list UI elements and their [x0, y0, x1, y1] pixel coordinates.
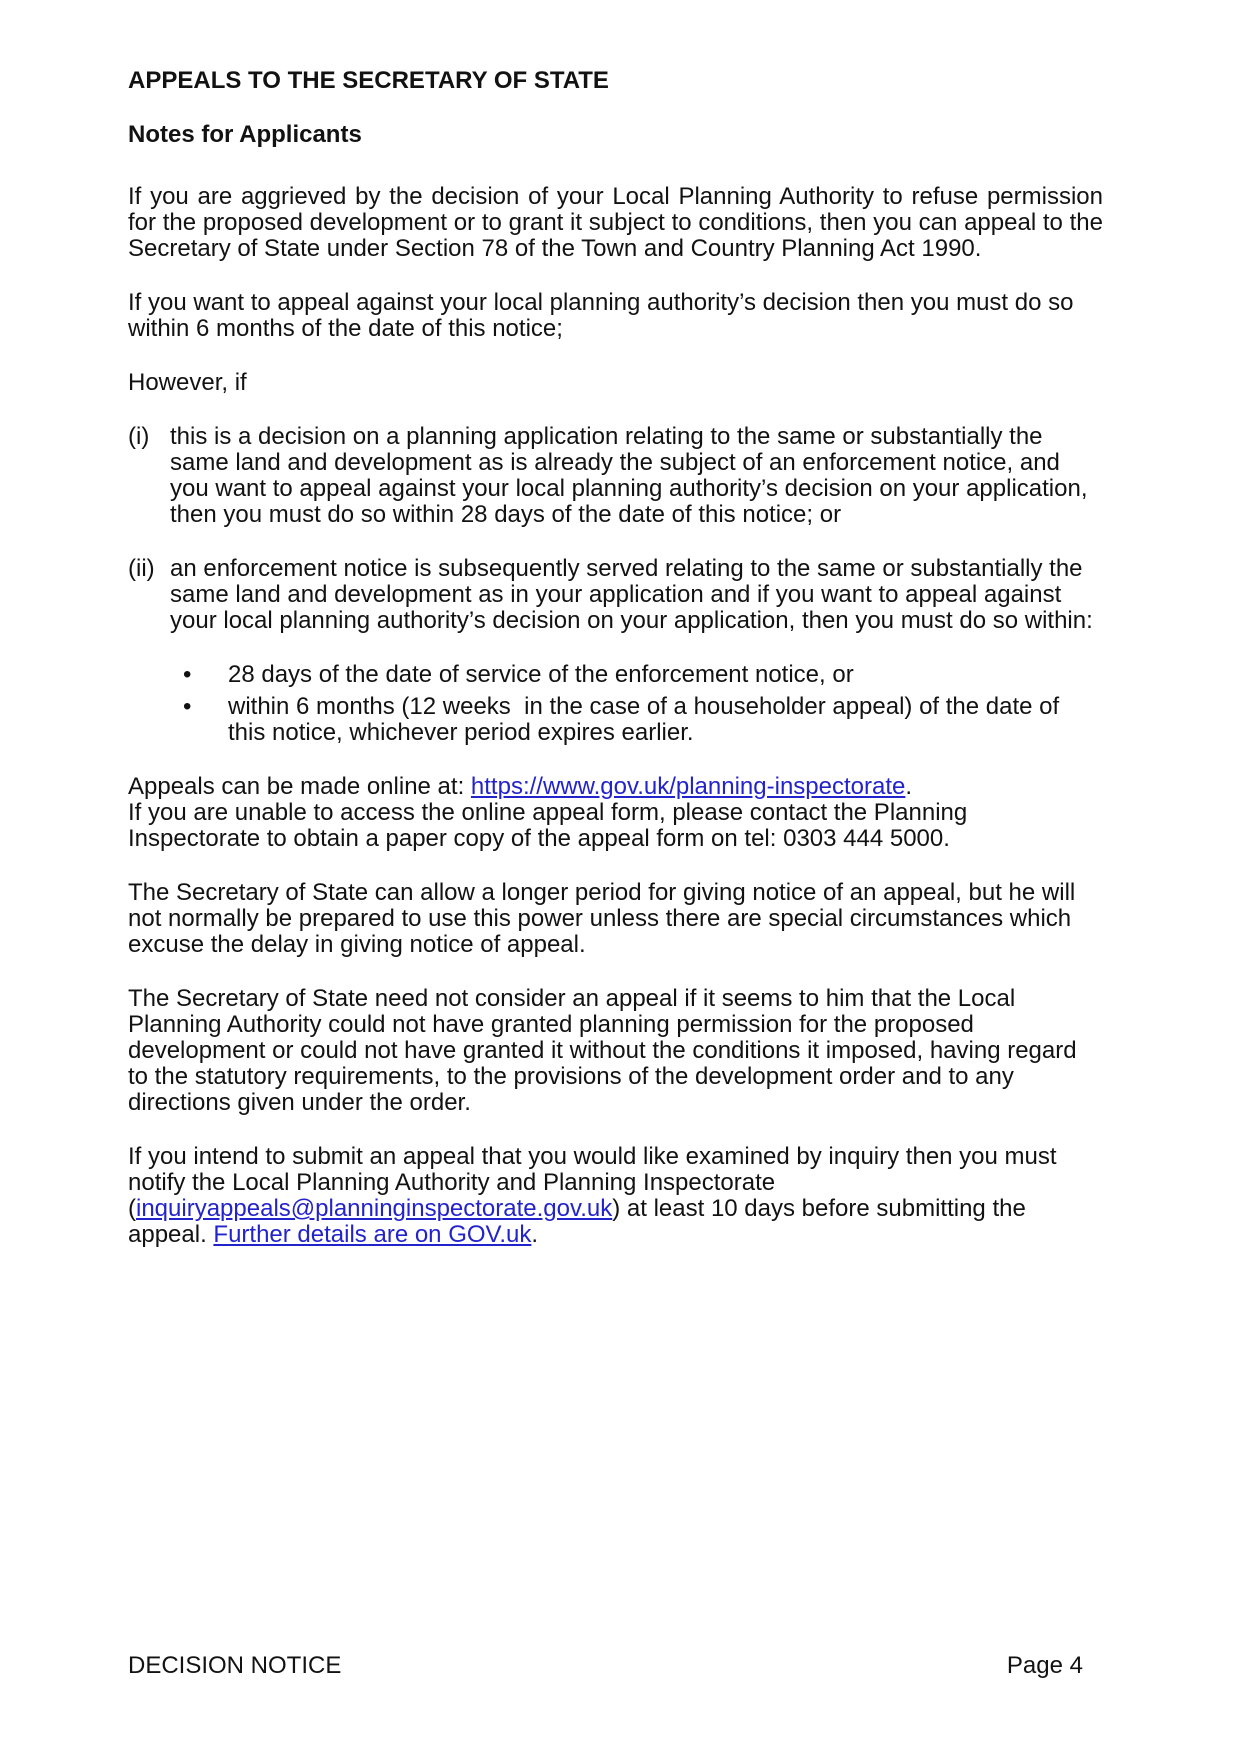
- paragraph: [128, 880, 1103, 958]
- paragraph: [128, 184, 1103, 262]
- text-run: If you intend to submit an appeal that you would like examined by inquiry then you must notify the Local Planning Authority and Planning Inspectorate (: [128, 1143, 1057, 1222]
- paragraph: [128, 370, 1103, 396]
- numbered-item: [128, 424, 1103, 528]
- text-run: However, if: [128, 369, 247, 396]
- page-footer: [128, 1653, 1103, 1679]
- text-run: an enforcement notice is subsequently served relating to the same or substantially the same land and development as in your application and if you want to appeal against your local planning authority’s decision on your application, then you must do so within:: [170, 555, 1093, 634]
- section-subheading: Notes for Applicants: [128, 121, 362, 148]
- text-run: Appeals can be made online at:: [128, 773, 471, 800]
- text-run: 28 days of the date of service of the enforcement notice, or: [228, 661, 854, 688]
- numbered-item: [128, 556, 1103, 634]
- further-details-govuk-link[interactable]: Further details are on GOV.uk: [213, 1221, 532, 1248]
- bullet-dot-icon: •: [183, 661, 192, 688]
- text-run: The Secretary of State need not consider an appeal if it seems to him that the Local Planning Authority could not have granted planning permission for the proposed development or could not have granted it without the conditions it imposed, having regard to the statutory requirements, to the provisions of the development order and to any directions given under the order.: [128, 985, 1077, 1116]
- footer-document-label: DECISION NOTICE: [128, 1652, 342, 1679]
- inquiry-appeals-email-link[interactable]: inquiryappeals@planninginspectorate.gov.uk: [136, 1195, 613, 1222]
- text-run: .: [905, 773, 913, 800]
- text-run: The Secretary of State can allow a longer period for giving notice of an appeal, but he will not normally be prepared to use this power unless there are special circumstances which excuse the delay in giving notice of appeal.: [128, 879, 1076, 958]
- paragraph: [128, 290, 1103, 342]
- text-run: this is a decision on a planning application relating to the same or substantially the same land and development as is already the subject of an enforcement notice, and you want to appeal against your local planning authority’s decision on your application, then you must do so within 28 days of the date of this notice; or: [170, 423, 1088, 528]
- footer-page-number: Page 4: [1006, 1652, 1083, 1679]
- bullet-text: [228, 694, 1103, 746]
- bullet-item: [128, 694, 1103, 746]
- planning-inspectorate-url-link[interactable]: https://www.gov.uk/planning-inspectorate: [470, 773, 906, 800]
- item-text: [170, 424, 1095, 528]
- text-run: If you are aggrieved by the decision of your Local Planning Authority to refuse permission for the proposed development or to grant it subject to conditions, then you can appeal to the Secretary of State under Section 78 of the Town and Country Planning Act 1990.: [128, 183, 1103, 262]
- text-run: within 6 months (12 weeks in the case of a householder appeal) of the date of this notice, whichever period expires earlier.: [228, 693, 1060, 746]
- bullet-dot-icon: •: [183, 693, 192, 720]
- item-marker: (ii): [128, 555, 155, 582]
- text-run: If you want to appeal against your local planning authority’s decision then you must do so within 6 months of the date of this notice;: [128, 289, 1074, 342]
- text-run: ) at least 10 days before submitting the appeal.: [128, 1195, 1026, 1248]
- bullet-item: [128, 662, 1103, 688]
- bullet-text: [228, 662, 1103, 688]
- paragraph: [128, 1144, 1103, 1248]
- document-body: [128, 184, 1103, 1248]
- paragraph: [128, 986, 1103, 1116]
- item-marker: (i): [128, 423, 150, 450]
- text-run: If you are unable to access the online appeal form, please contact the Planning Inspectorate to obtain a paper copy of the appeal form on tel: 0303 444 5000.: [128, 799, 968, 852]
- item-text: [170, 556, 1095, 634]
- page-title: APPEALS TO THE SECRETARY OF STATE: [128, 67, 609, 94]
- text-run: .: [531, 1221, 539, 1248]
- document-content: [128, 68, 1103, 1276]
- paragraph: [128, 774, 1103, 852]
